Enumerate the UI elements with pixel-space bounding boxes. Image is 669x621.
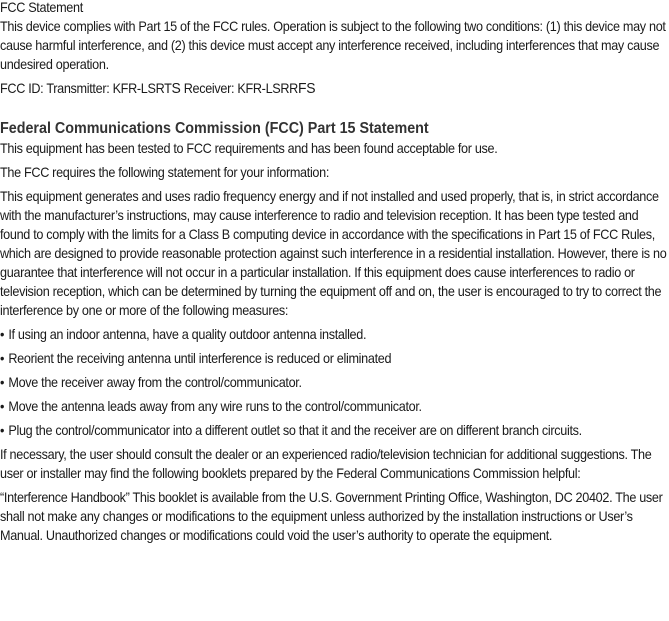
fcc-statement-title: FCC Statement [0,0,83,15]
bullet-icon: • [0,327,5,342]
measure-text: Reorient the receiving antenna until interference is reduced or eliminated [8,351,392,366]
measure-text: Move the receiver away from the control/communicator. [8,375,302,390]
bullet-icon: • [0,351,5,366]
fcc-id-line [0,79,667,98]
measure-text: Plug the control/communicator into a different outlet so that it and the receiver are on different branch circuits. [8,423,582,438]
tested-paragraph: This equipment has been tested to FCC requirements and has been found acceptable for use. [0,141,498,156]
fcc-compliance-paragraph: This device complies with Part 15 of the FCC rules. Operation is subject to the following two conditions: (1) this device may not cause harmful interference, and (2) this device must accept any interference received, including interferences that may cause undesired operation. [0,19,666,72]
bullet-icon: • [0,375,5,390]
list-item [0,325,667,344]
list-item [0,421,667,440]
bullet-icon: • [0,399,5,414]
fcc-id-receiver: Receiver: KFR-LSRR [180,81,298,96]
fcc-id-s-suffix: S [171,80,181,97]
measure-text: If using an indoor antenna, have a quality outdoor antenna installed. [8,327,367,342]
list-item [0,373,667,392]
consult-dealer-paragraph: If necessary, the user should consult the dealer or an experienced radio/television technician for additional suggestions. The user or installer may find the following booklets prepared by the Federal Communications Commission helpful: [0,447,652,481]
measure-text: Move the antenna leads away from any wire runs to the control/communicator. [8,399,422,414]
measures-list [0,325,667,440]
list-item [0,349,667,368]
bullet-icon: • [0,423,5,438]
part15-heading: Federal Communications Commission (FCC) Part 15 Statement [0,120,429,137]
fcc-id-prefix: FCC ID: Transmitter: KFR-LSRT [0,81,172,96]
requires-statement-paragraph: The FCC requires the following statement for your information: [0,165,330,180]
interference-paragraph: This equipment generates and uses radio frequency energy and if not installed and used properly, that is, in strict accordance with the manufacturer’s instructions, may cause interference to radio and television reception. It has been type tested and found to comply with the limits for a Class B computing device in accordance with the specifications in Part 15 of FCC Rules, which are designed to provide reasonable protection against such interference in a residential installation. However, there is no guarantee that interference will not occur in a particular installation. If this equipment does cause interferences to radio or television reception, which can be determined by turning the equipment off and on, the user is encouraged to try to correct the interference by one or more of the following measures: [0,189,667,318]
list-item [0,397,667,416]
handbook-paragraph: “Interference Handbook” This booklet is available from the U.S. Government Printing Office, Washington, DC 20402. The user shall not make any changes or modifications to the equipment unless authorized by the installation instructions or User’s Manual. Unauthorized changes or modifications could void the user’s authority to operate the equipment. [0,490,663,543]
fcc-id-fs-suffix: FS [297,80,316,97]
